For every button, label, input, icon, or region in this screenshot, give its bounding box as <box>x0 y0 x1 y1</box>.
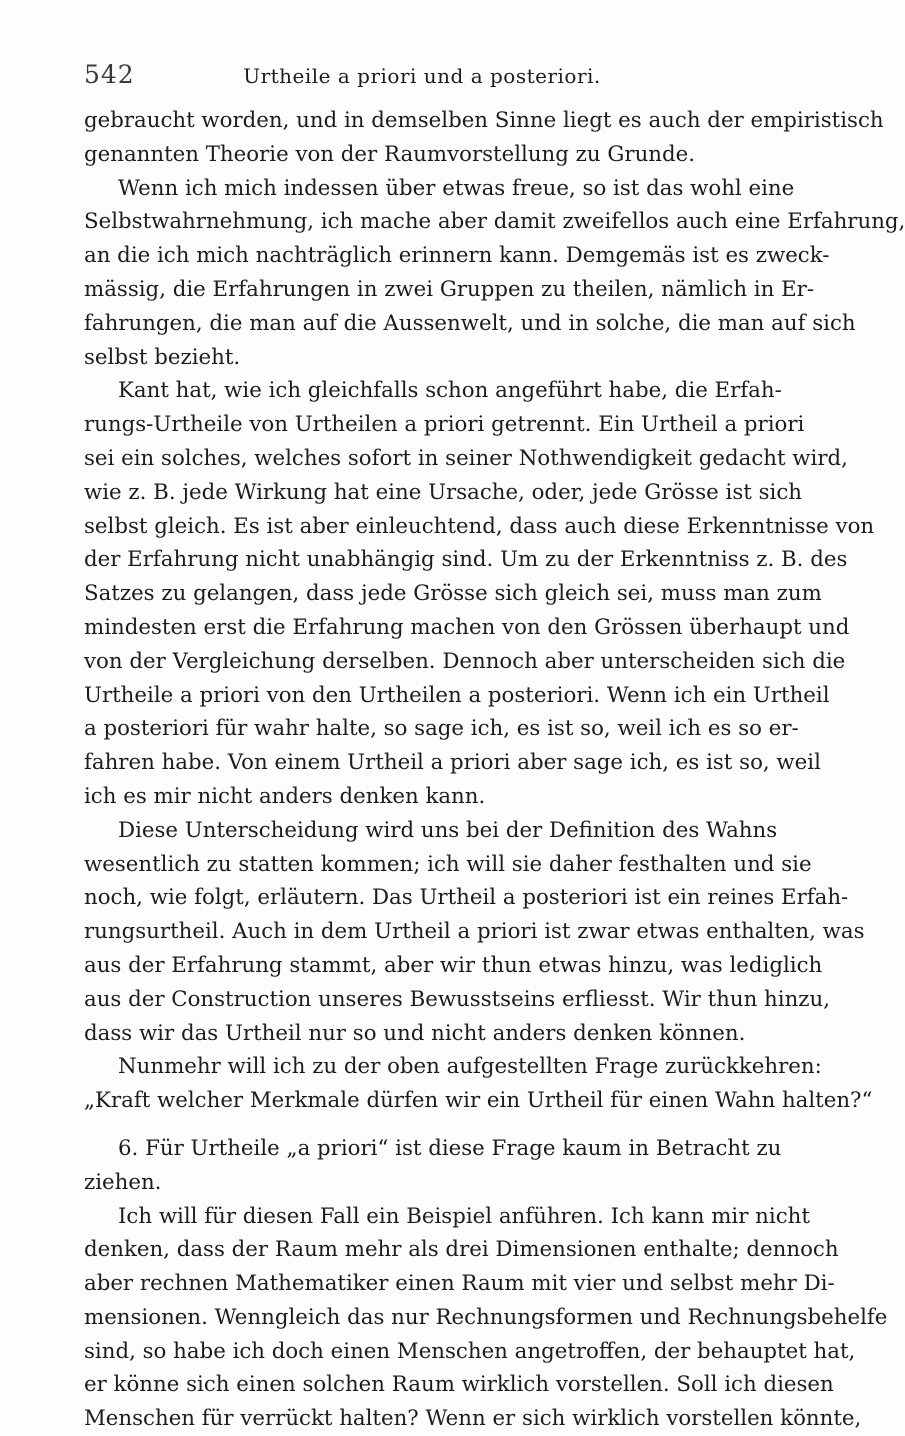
text-line: dass wir das Urtheil nur so und nicht anders denken können. <box>84 1020 746 1046</box>
text-line: Selbstwahrnehmung, ich mache aber damit zweifellos auch eine Erfahrung, <box>84 209 905 235</box>
text-line: „Kraft welcher Merkmale dürfen wir ein Urtheil für einen Wahn halten?“ <box>84 1088 873 1114</box>
text-line: Nunmehr will ich zu der oben aufgestellten Frage zurückkehren: <box>118 1054 822 1080</box>
text-line: denken, dass der Raum mehr als drei Dimensionen enthalte; dennoch <box>84 1237 839 1263</box>
text-line: Ich will für diesen Fall ein Beispiel anführen. Ich kann mir nicht <box>118 1203 810 1229</box>
text-line: wie z. B. jede Wirkung hat eine Ursache, oder, jede Grösse ist sich <box>84 479 802 505</box>
text-line: fahren habe. Von einem Urtheil a priori aber sage ich, es ist so, weil <box>84 750 821 776</box>
text-line: ziehen. <box>84 1169 162 1195</box>
text-line: aus der Erfahrung stammt, aber wir thun etwas hinzu, was lediglich <box>84 952 823 978</box>
text-line: Diese Unterscheidung wird uns bei der Definition des Wahns <box>118 817 778 843</box>
text-line: selbst gleich. Es ist aber einleuchtend, dass auch diese Erkenntnisse von <box>84 513 875 539</box>
text-line: Kant hat, wie ich gleichfalls schon angeführt habe, die Erfah- <box>118 378 782 404</box>
text-line: Menschen für verrückt halten? Wenn er sich wirklich vorstellen könnte, <box>84 1406 862 1432</box>
body-text <box>84 104 905 1436</box>
text-line: mindesten erst die Erfahrung machen von den Grössen überhaupt und <box>84 614 850 640</box>
text-line: 6. Für Urtheile „a priori“ ist diese Frage kaum in Betracht zu <box>118 1135 782 1161</box>
text-line: er könne sich einen solchen Raum wirklich vorstellen. Soll ich diesen <box>84 1372 834 1398</box>
text-line: genannten Theorie von der Raumvorstellung zu Grunde. <box>84 141 696 167</box>
section-gap <box>84 1118 774 1132</box>
page-number: 542 <box>84 60 135 89</box>
text-line: selbst bezieht. <box>84 344 241 370</box>
text-line: ich es mir nicht anders denken kann. <box>84 783 486 809</box>
running-title: Urtheile a priori und a posteriori. <box>243 64 601 88</box>
text-line: mässig, die Erfahrungen in zwei Gruppen zu theilen, nämlich in Er- <box>84 276 815 302</box>
text-line: der Erfahrung nicht unabhängig sind. Um zu der Erkenntniss z. B. des <box>84 547 848 573</box>
text-line: rungsurtheil. Auch in dem Urtheil a priori ist zwar etwas enthalten, was <box>84 919 865 945</box>
text-line: noch, wie folgt, erläutern. Das Urtheil a posteriori ist ein reines Erfah- <box>84 885 849 911</box>
text-line: von der Vergleichung derselben. Dennoch aber unterscheiden sich die <box>84 648 846 674</box>
page-header <box>84 58 760 98</box>
text-line: gebraucht worden, und in demselben Sinne liegt es auch der empiristisch <box>84 108 884 133</box>
text-line: Satzes zu gelangen, dass jede Grösse sich gleich sei, muss man zum <box>84 581 822 607</box>
text-line: sind, so habe ich doch einen Menschen angetroffen, der behauptet hat, <box>84 1338 856 1364</box>
text-line: an die ich mich nachträglich erinnern kann. Demgemäs ist es zweck- <box>84 243 830 269</box>
text-line: Wenn ich mich indessen über etwas freue, so ist das wohl eine <box>118 175 795 201</box>
text-line: wesentlich zu statten kommen; ich will sie daher festhalten und sie <box>84 851 812 877</box>
text-line: mensionen. Wenngleich das nur Rechnungsformen und Rechnungsbehelfe <box>84 1304 888 1330</box>
text-line: rungs-Urtheile von Urtheilen a priori getrennt. Ein Urtheil a priori <box>84 412 805 438</box>
text-line: fahrungen, die man auf die Aussenwelt, und in solche, die man auf sich <box>84 310 856 336</box>
text-line: Urtheile a priori von den Urtheilen a posteriori. Wenn ich ein Urtheil <box>84 682 830 708</box>
text-line: aus der Construction unseres Bewusstseins erfliesst. Wir thun hinzu, <box>84 986 831 1012</box>
text-line: sei ein solches, welches sofort in seiner Nothwendigkeit gedacht wird, <box>84 445 848 471</box>
text-line: aber rechnen Mathematiker einen Raum mit vier und selbst mehr Di- <box>84 1271 835 1297</box>
text-line: a posteriori für wahr halte, so sage ich, es ist so, weil ich es so er- <box>84 716 799 742</box>
